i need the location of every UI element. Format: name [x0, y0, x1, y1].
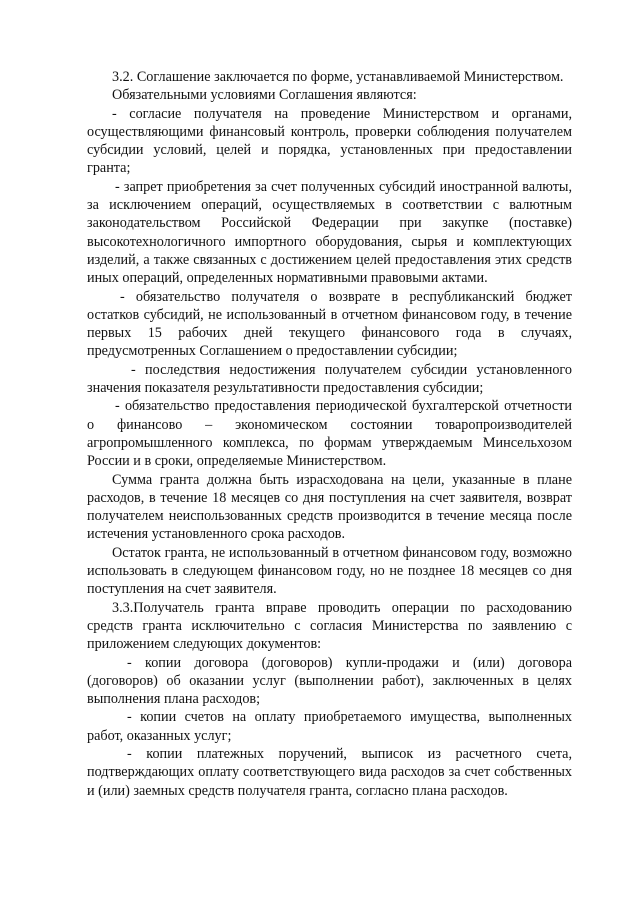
- condition-reporting: - обязательство предоставления периодической бухгалтерской отчетности о финансово – экономическом состоянии товаропроизводителей агропромышленного комплекса, по формам утверждаемым Минсельхозом России и в сроки, определяемые Министерством.: [87, 398, 572, 470]
- document-item-invoices: - копии счетов на оплату приобретаемого имущества, выполненных работ, оказанных услуг;: [87, 709, 572, 744]
- document-page: [87, 68, 572, 800]
- condition-currency-ban: - запрет приобретения за счет полученных субсидий иностранной валюты, за исключением операций, осуществляемых в соответствии с валютным законодательством Российской Федерации при закупке (поставке) высокотехнологичного импортного оборудования, сырья и комплектующих изделий, а также связанных с достижением целей предоставления этих средств иных операций, определенных нормативными правовыми актами.: [87, 178, 572, 287]
- clause-3-3: 3.3.Получатель гранта вправе проводить операции по расходованию средств гранта исключительно с согласия Министерства по заявлению с приложением следующих документов:: [87, 599, 572, 653]
- grant-spending-paragraph: Сумма гранта должна быть израсходована на цели, указанные в плане расходов, в течение 18 месяцев со дня поступления на счет заявителя, возврат получателем неиспользованных средств производится в течение месяца после истечения установленного срока расходов.: [87, 471, 572, 543]
- grant-remainder-paragraph: Остаток гранта, не использованный в отчетном финансовом году, возможно использовать в следующем финансовом году, но не позднее 18 месяцев со дня поступления на счет заявителя.: [87, 544, 572, 598]
- condition-consent: - согласие получателя на проведение Министерством и органами, осуществляющими финансовый контроль, проверки соблюдения получателем субсидии условий, целей и порядка, установленных при предоставлении гранта;: [87, 105, 572, 177]
- document-item-payment-orders: - копии платежных поручений, выписок из расчетного счета, подтверждающих оплату соответствующего вида расходов за счет собственных и (или) заемных средств получателя гранта, согласно плана расходов.: [87, 745, 572, 799]
- clause-3-2: 3.2. Соглашение заключается по форме, устанавливаемой Министерством.: [112, 69, 564, 85]
- document-item-contracts: - копии договора (договоров) купли-продажи и (или) договора (договоров) об оказании услуг (выполнении работ), заключенных в целях выполнения плана расходов;: [87, 654, 572, 708]
- condition-consequences: - последствия недостижения получателем субсидии установленного значения показателя результативности предоставления субсидии;: [87, 361, 572, 397]
- condition-refund-obligation: - обязательство получателя о возврате в республиканский бюджет остатков субсидий, не использованный в отчетном финансовом году, в течение первых 15 рабочих дней текущего финансового года в случаях, предусмотренных Соглашением о предоставлении субсидии;: [87, 288, 572, 360]
- conditions-heading: Обязательными условиями Соглашения являются:: [112, 87, 417, 104]
